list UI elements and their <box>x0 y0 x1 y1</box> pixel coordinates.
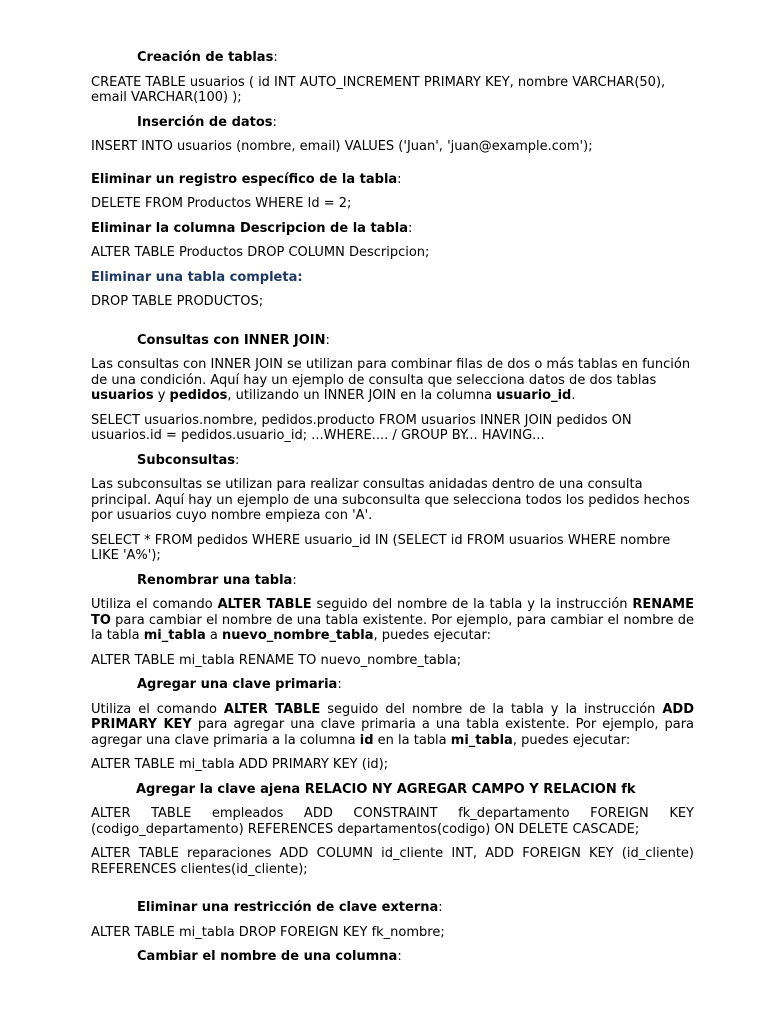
sql-drop-foreign-key: ALTER TABLE mi_tabla DROP FOREIGN KEY fk_nombre; <box>91 924 445 940</box>
paragraph-clave-primaria: Utiliza el comando ALTER TABLE seguido del nombre de la tabla y la instrucción ADD PRIMARY KEY para agregar una clave primaria a una tabla existente. Por ejemplo, para agregar una clave primaria a la columna id en la tabla mi_tabla, puedes ejecutar: <box>91 701 695 748</box>
sql-add-foreign-key-1: ALTER TABLE empleados ADD CONSTRAINT fk_departamento FOREIGN KEY (codigo_departamento) REFERENCES departamentos(codigo) ON DELETE CASCADE; <box>91 806 694 837</box>
heading-eliminar-columna: Eliminar la columna Descripcion de la tabla: <box>91 220 413 236</box>
spacer <box>91 886 694 900</box>
heading-clave-primaria: Agregar una clave primaria: <box>137 677 342 692</box>
heading-insercion-datos: Inserción de datos: <box>137 114 277 130</box>
sql-insert: INSERT INTO usuarios (nombre, email) VALUES ('Juan', 'juan@example.com'); <box>91 139 593 154</box>
heading-clave-ajena: Agregar la clave ajena RELACIO NY AGREGAR CAMPO Y RELACION fk <box>136 781 636 797</box>
sql-subconsulta: SELECT * FROM pedidos WHERE usuario_id IN (SELECT id FROM usuarios WHERE nombre LIKE 'A%'); <box>91 532 671 563</box>
sql-drop-table: DROP TABLE PRODUCTOS; <box>91 294 264 309</box>
paragraph-renombrar: Utiliza el comando ALTER TABLE seguido del nombre de la tabla y la instrucción RENAME TO para cambiar el nombre de una tabla existente. Por ejemplo, para cambiar el nombre de la tabla mi_tabla a nuevo_nombre_tabla, puedes ejecutar: <box>91 597 694 643</box>
paragraph-subconsultas: Las subconsultas se utilizan para realizar consultas anidadas dentro de una consulta principal. Aquí hay un ejemplo de una subconsulta que selecciona todos los pedidos hechos por usuarios cuyo nombre empieza con 'A'. <box>91 477 690 523</box>
sql-delete: DELETE FROM Productos WHERE Id = 2; <box>91 196 352 211</box>
heading-subconsultas: Subconsultas: <box>137 452 240 468</box>
heading-cambiar-columna: Cambiar el nombre de una columna: <box>137 949 402 964</box>
paragraph-inner-join: Las consultas con INNER JOIN se utilizan para combinar filas de dos o más tablas en función de una condición. Aquí hay un ejemplo de consulta que selecciona datos de dos tablas usuarios y pedidos, utilizando un INNER JOIN en la columna usuario_id. <box>91 357 691 403</box>
heading-creacion-tablas: Creación de tablas: <box>137 50 278 65</box>
spacer <box>91 319 694 333</box>
sql-rename-table: ALTER TABLE mi_tabla RENAME TO nuevo_nombre_tabla; <box>91 652 462 668</box>
heading-eliminar-registro: Eliminar un registro específico de la tabla: <box>91 171 402 187</box>
sql-inner-join: SELECT usuarios.nombre, pedidos.producto FROM usuarios INNER JOIN pedidos ON usuarios.id = pedidos.usuario_id; ...WHERE.... / GROUP BY... HAVING... <box>91 412 632 443</box>
heading-inner-join: Consultas con INNER JOIN: <box>137 332 330 348</box>
sql-add-foreign-key-2: ALTER TABLE reparaciones ADD COLUMN id_cliente INT, ADD FOREIGN KEY (id_cliente) REFERENCES clientes(id_cliente); <box>91 846 694 877</box>
heading-renombrar-tabla: Renombrar una tabla: <box>137 572 297 588</box>
heading-eliminar-fk: Eliminar una restricción de clave externa: <box>137 900 443 915</box>
sql-add-primary-key: ALTER TABLE mi_tabla ADD PRIMARY KEY (id); <box>91 757 389 772</box>
sql-create-table: CREATE TABLE usuarios ( id INT AUTO_INCREMENT PRIMARY KEY, nombre VARCHAR(50), email VARCHAR(100) ); <box>91 74 666 105</box>
heading-eliminar-tabla: Eliminar una tabla completa: <box>91 269 303 285</box>
spacer <box>91 164 694 172</box>
sql-drop-column: ALTER TABLE Productos DROP COLUMN Descripcion; <box>91 245 430 260</box>
